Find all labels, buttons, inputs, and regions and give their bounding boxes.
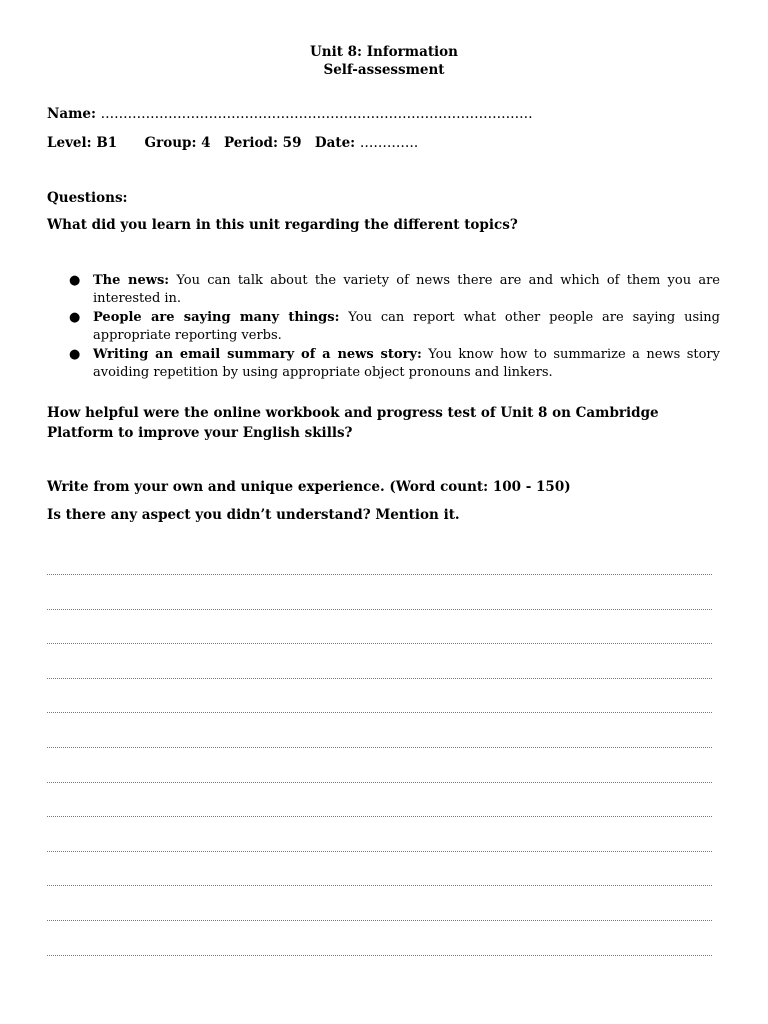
date-label: Date: [314, 135, 356, 151]
questions-label: Questions: [47, 190, 128, 206]
list-item [47, 346, 720, 382]
name-line [47, 106, 533, 122]
topics-list [47, 272, 720, 383]
writing-line[interactable] [47, 712, 712, 713]
writing-line[interactable] [47, 782, 712, 783]
unit-title: Unit 8: Information [310, 44, 458, 60]
info-line [47, 135, 418, 151]
writing-line[interactable] [47, 643, 712, 644]
instruction-text: Write from your own and unique experience. (Word count: 100 - 150) [47, 479, 571, 495]
topic-text: You know how to summarize a news story avoiding repetition by using appropriate object pronouns and linkers. [93, 347, 720, 380]
level-text: Level: B1 [47, 135, 118, 151]
writing-line[interactable] [47, 747, 712, 748]
name-label: Name: [47, 106, 96, 122]
bullet-icon: ● [69, 273, 81, 288]
topic-heading: Writing an email summary of a news story: [93, 347, 422, 362]
topic-text: You can report what other people are saying using appropriate reporting verbs. [93, 310, 720, 343]
bullet-icon: ● [69, 347, 81, 362]
writing-line[interactable] [47, 816, 712, 817]
date-blank[interactable]: …………. [359, 135, 419, 151]
topic-heading: The news: [93, 273, 170, 288]
writing-line[interactable] [47, 885, 712, 886]
page-subtitle: Self-assessment [323, 62, 445, 78]
writing-line[interactable] [47, 678, 712, 679]
period-text: Period: 59 [223, 135, 302, 151]
writing-line[interactable] [47, 955, 712, 956]
topic-heading: People are saying many things: [93, 310, 340, 325]
writing-line[interactable] [47, 609, 712, 610]
question-1: What did you learn in this unit regarding the different topics? [47, 217, 518, 233]
list-item [47, 272, 720, 308]
bullet-icon: ● [69, 310, 81, 325]
list-item [47, 309, 720, 345]
question-2: How helpful were the online workbook and progress test of Unit 8 on Cambridge Platform to improve your English skills? [47, 405, 659, 441]
name-blank[interactable]: …………………………………………………………………………………… [100, 106, 533, 122]
writing-line[interactable] [47, 574, 712, 575]
topic-text: You can talk about the variety of news there are and which of them you are interested in. [93, 273, 720, 306]
writing-line[interactable] [47, 920, 712, 921]
writing-line[interactable] [47, 851, 712, 852]
question-3: Is there any aspect you didn’t understand? Mention it. [47, 507, 460, 523]
group-text: Group: 4 [144, 135, 211, 151]
